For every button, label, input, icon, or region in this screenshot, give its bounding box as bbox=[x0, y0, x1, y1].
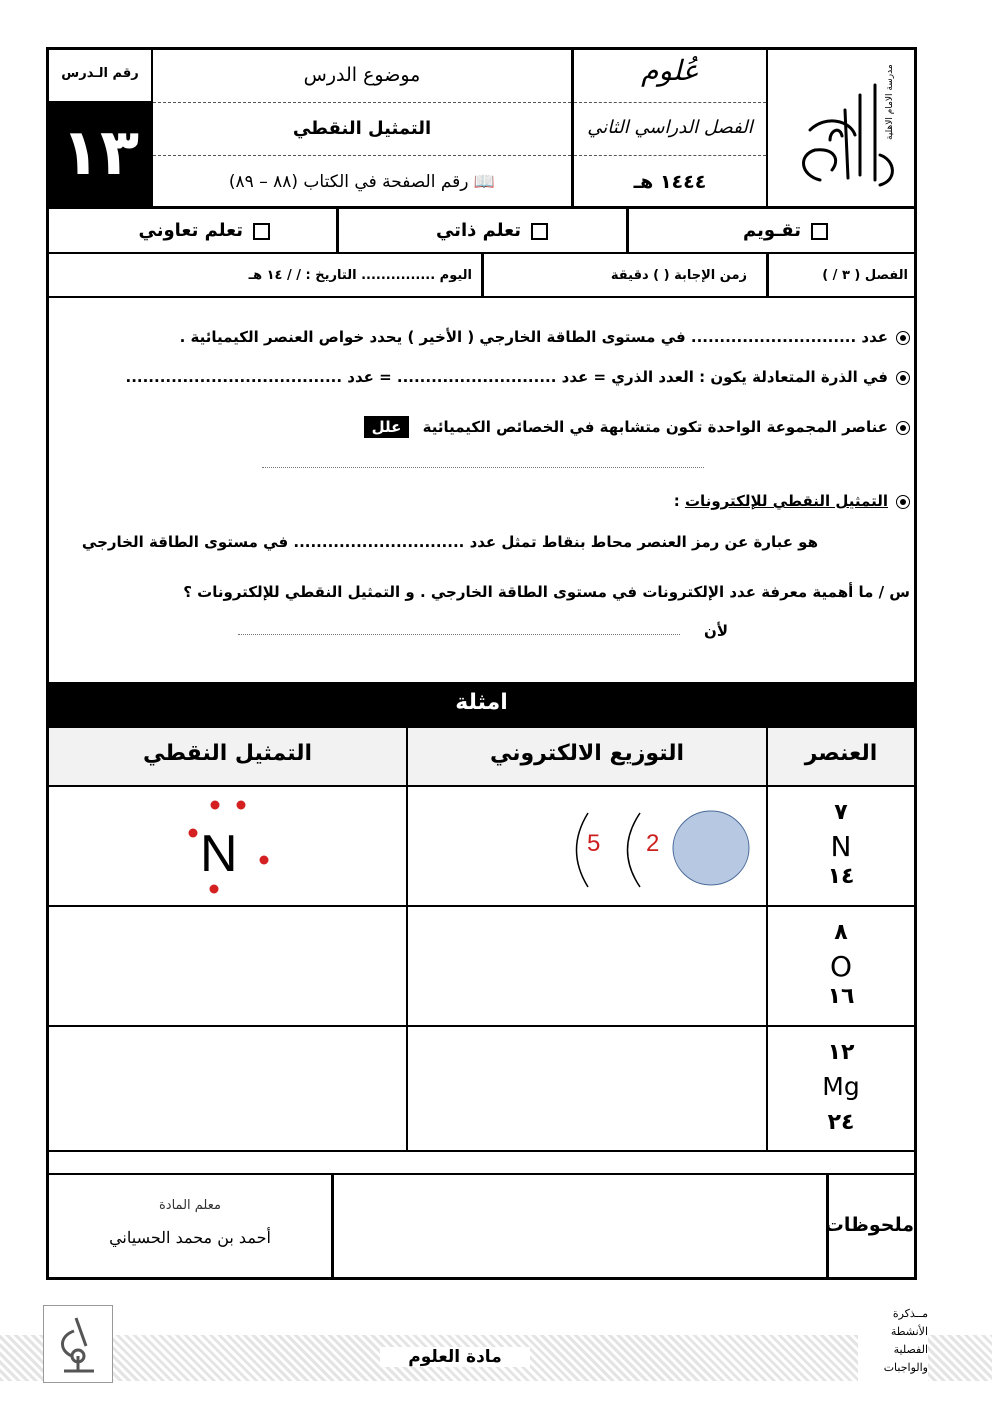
teacher-name: أحمد بن محمد الحسياني bbox=[109, 1228, 271, 1247]
header-dash-1 bbox=[153, 102, 571, 103]
booklet-label: مــذكرة الأنشطة الفصلية والواجبات bbox=[858, 1305, 928, 1381]
electron-dot bbox=[237, 801, 246, 810]
radio-bullet-icon bbox=[896, 421, 910, 435]
element-atomic-number: ٨ bbox=[834, 920, 848, 945]
shell-1-electrons: 2 bbox=[646, 830, 660, 857]
lesson-number: ١٣ bbox=[49, 103, 151, 206]
book-icon: 📖 bbox=[468, 172, 496, 192]
mode-self[interactable]: تعلم ذاتي bbox=[380, 220, 548, 241]
electron-dot bbox=[210, 885, 219, 894]
content-line-1: عدد ............................. في مستوى الطاقة الخارجي ( الأخير ) يحدد خواص العنصر الكيميائية . bbox=[120, 328, 910, 346]
header-divider-3 bbox=[766, 47, 768, 207]
element-mass-number: ١٤ bbox=[827, 864, 855, 889]
nucleus-circle bbox=[673, 811, 749, 885]
col-header-element: العنصر bbox=[804, 741, 878, 766]
radio-bullet-icon bbox=[896, 331, 910, 345]
checkbox-cooperative[interactable] bbox=[253, 223, 270, 240]
topic-label: موضوع الدرس bbox=[303, 64, 421, 86]
element-mass-number: ٢٤ bbox=[827, 1110, 855, 1135]
footer-divider-1 bbox=[331, 1174, 334, 1279]
info-divider-2 bbox=[766, 254, 769, 297]
modes-divider-2 bbox=[626, 209, 629, 253]
page-reference: 📖 رقم الصفحة في الكتاب (٨٨ – ٨٩) bbox=[228, 172, 496, 192]
footer-top-line bbox=[46, 1173, 917, 1175]
answer-line-2[interactable] bbox=[238, 634, 680, 635]
microscope-icon bbox=[43, 1305, 113, 1383]
answer-time-field[interactable]: زمن الإجابة ( ) دقيقة bbox=[610, 268, 747, 283]
table-row-line-1 bbox=[46, 905, 917, 907]
subject-calligraphy: عُلوم bbox=[641, 54, 699, 87]
class-field[interactable]: الفصل ( ٣ / ) bbox=[822, 268, 908, 283]
content-line-3: عناصر المجموعة الواحدة تكون متشابهة في الخصائص الكيميائية علل bbox=[120, 418, 910, 436]
info-divider-1 bbox=[481, 254, 484, 297]
lewis-dot-structure bbox=[175, 793, 285, 898]
answer-line-1[interactable] bbox=[262, 467, 704, 468]
school-logo-text: مدرسة الامام الاهلية bbox=[885, 64, 895, 140]
teacher-label: معلم المادة bbox=[159, 1198, 221, 1213]
table-col-divider-1 bbox=[406, 728, 408, 1151]
table-header-line bbox=[46, 785, 917, 787]
examples-title: امثلة bbox=[455, 690, 508, 715]
semester-label: الفصل الدراسي الثاني bbox=[587, 117, 753, 138]
header-dash-2 bbox=[153, 155, 571, 156]
checkbox-assessment[interactable] bbox=[811, 223, 828, 240]
mode-assessment[interactable]: تقـويم bbox=[680, 220, 828, 241]
examples-title-bar bbox=[46, 682, 917, 726]
content-line-4: التمثيل النقطي للإلكترونات : bbox=[120, 492, 910, 510]
subject-footer: مادة العلوم bbox=[380, 1347, 530, 1367]
element-atomic-number: ١٢ bbox=[827, 1040, 855, 1065]
header-dash-4 bbox=[574, 155, 766, 156]
shell-2-electrons: 5 bbox=[587, 830, 601, 857]
element-symbol: N bbox=[830, 830, 852, 863]
question-line: س / ما أهمية معرفة عدد الإلكترونات في مستوى الطاقة الخارجي . و التمثيل النقطي للإلكترونات ؟ bbox=[183, 583, 910, 601]
lewis-symbol: N bbox=[200, 825, 238, 883]
header-dash-3 bbox=[574, 102, 766, 103]
radio-bullet-icon bbox=[896, 371, 910, 385]
element-atomic-number: ٧ bbox=[834, 800, 848, 825]
electron-dot bbox=[189, 829, 198, 838]
checkbox-self[interactable] bbox=[531, 223, 548, 240]
explain-tag: علل bbox=[364, 416, 410, 438]
electron-dot bbox=[211, 801, 220, 810]
notes-label: ملحوظات bbox=[824, 1214, 914, 1236]
lesson-number-label: رقم الـدرس bbox=[61, 66, 139, 81]
element-symbol: O bbox=[829, 950, 853, 983]
lesson-topic: التمثيل النقطي bbox=[292, 118, 432, 139]
header-bottom-line bbox=[46, 206, 917, 209]
table-bottom-line bbox=[46, 1150, 917, 1152]
answer-prefix: لأن bbox=[704, 622, 728, 640]
content-line-2: في الذرة المتعادلة يكون : العدد الذري = عدد ............................ = عدد ...................................... bbox=[120, 368, 910, 386]
shell-arc-1 bbox=[628, 813, 641, 887]
mode-cooperative[interactable]: تعلم تعاوني bbox=[80, 220, 270, 241]
content-line-5: هو عبارة عن رمز العنصر محاط بنقاط تمثل عدد .............................. في مستوى الطاقة الخارجي bbox=[81, 533, 818, 551]
element-mass-number: ١٦ bbox=[827, 984, 855, 1009]
col-header-dot: التمثيل النقطي bbox=[142, 741, 313, 766]
day-date-field[interactable]: اليوم ............... التاريخ : / / ١٤ هـ bbox=[248, 268, 472, 283]
modes-divider-1 bbox=[336, 209, 339, 253]
electron-config-diagram bbox=[560, 805, 760, 895]
electron-dot bbox=[260, 856, 269, 865]
school-logo bbox=[780, 60, 910, 200]
table-row-line-2 bbox=[46, 1025, 917, 1027]
hijri-year: ١٤٤٤ هـ bbox=[633, 171, 707, 193]
col-header-config: التوزيع الالكتروني bbox=[489, 741, 685, 766]
element-symbol: Mg bbox=[822, 1072, 860, 1101]
radio-bullet-icon bbox=[896, 495, 910, 509]
